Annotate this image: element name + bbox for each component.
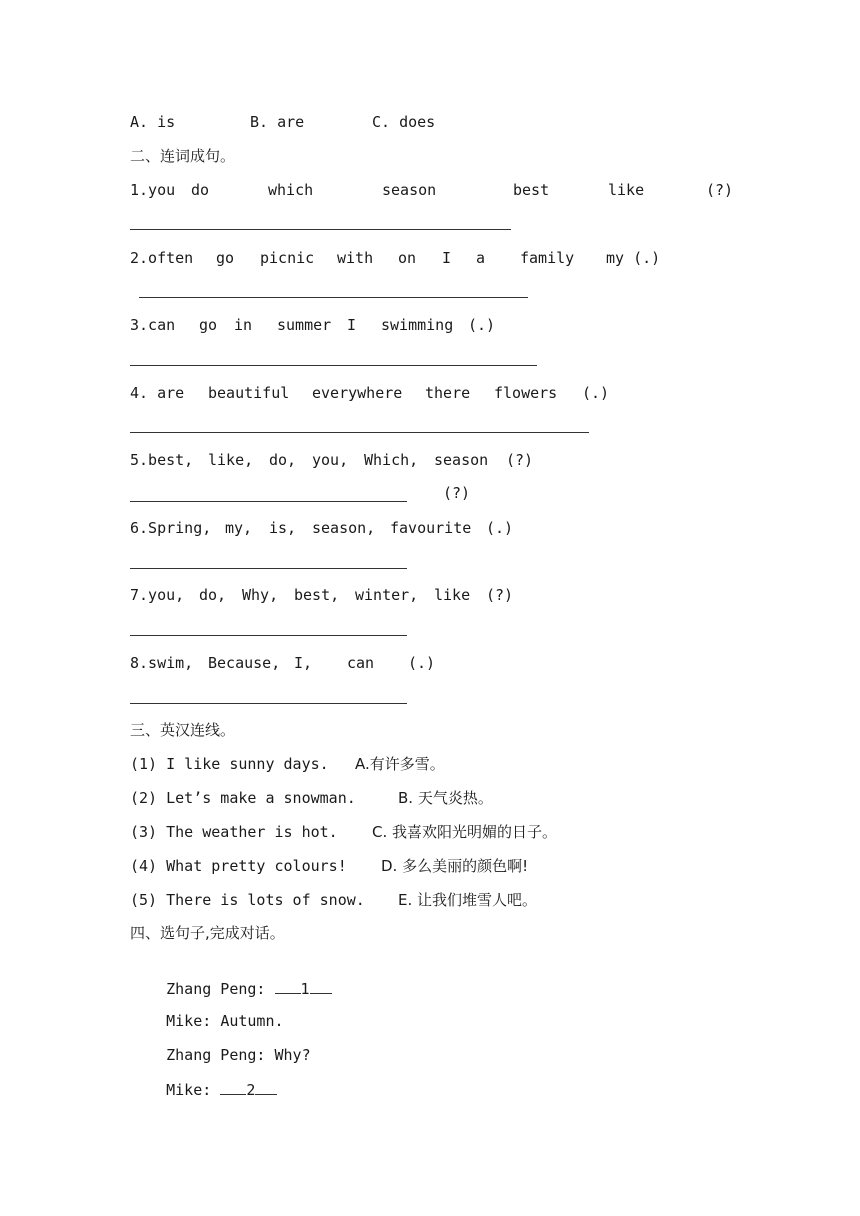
word: like, — [208, 451, 254, 469]
word: like — [608, 181, 645, 199]
word: like — [434, 586, 471, 604]
match-english: (4) What pretty colours! — [130, 857, 347, 875]
match-english: (3) The weather is hot. — [130, 823, 338, 841]
word: best, — [294, 586, 340, 604]
word: winter, — [355, 586, 419, 604]
dialogue-line — [130, 1059, 277, 1120]
word: you, — [312, 451, 349, 469]
blank-underline[interactable] — [310, 978, 332, 994]
word: 6.Spring, — [130, 519, 212, 537]
word: season — [434, 451, 489, 469]
word: (?) — [486, 586, 514, 604]
answer-line-2[interactable] — [139, 297, 528, 298]
word: (.) — [408, 654, 436, 672]
section2-heading: 二、连词成句。 — [130, 147, 236, 165]
blank-underline[interactable] — [220, 1079, 246, 1095]
speaker: Mike: — [166, 1012, 221, 1030]
question-5-end-mark: (?) — [443, 484, 471, 502]
match-chinese: C. 我喜欢阳光明媚的日子。 — [372, 823, 558, 841]
word: my, — [225, 519, 253, 537]
word: best — [513, 181, 550, 199]
match-chinese: E. 让我们堆雪人吧。 — [398, 891, 538, 909]
match-chinese: B. 天气炎热。 — [398, 789, 493, 807]
word: do, — [199, 586, 227, 604]
dialogue-text: Why? — [274, 1046, 311, 1064]
word: I — [347, 316, 357, 334]
word: summer — [277, 316, 332, 334]
answer-line-7[interactable] — [130, 635, 407, 636]
answer-line-1[interactable] — [130, 229, 511, 230]
section3-heading: 三、英汉连线。 — [130, 721, 236, 739]
blank-number: 1 — [300, 980, 310, 998]
word: I, — [294, 654, 313, 672]
word: favourite — [390, 519, 472, 537]
match-english: (2) Let’s make a snowman. — [130, 789, 356, 807]
answer-line-3[interactable] — [130, 365, 537, 366]
word: which — [268, 181, 314, 199]
word: do — [191, 181, 210, 199]
word: (.) — [582, 384, 610, 402]
blank-number: 2 — [246, 1081, 256, 1099]
word: (.) — [486, 519, 514, 537]
match-english: (1) I like sunny days. — [130, 755, 329, 773]
answer-line-4[interactable] — [130, 432, 589, 433]
word: swimming — [381, 316, 454, 334]
word: flowers — [494, 384, 558, 402]
word: 4. are — [130, 384, 185, 402]
word: season — [382, 181, 437, 199]
word: (.) — [468, 316, 496, 334]
word: season, — [312, 519, 376, 537]
word: family — [520, 249, 575, 267]
word: 3.can — [130, 316, 176, 334]
word: 8.swim, — [130, 654, 194, 672]
dialogue-text: Autumn. — [220, 1012, 284, 1030]
word: I — [442, 249, 452, 267]
word: Which, — [364, 451, 419, 469]
answer-line-8[interactable] — [130, 703, 407, 704]
word: a — [476, 249, 486, 267]
word: Why, — [242, 586, 279, 604]
word: everywhere — [312, 384, 403, 402]
word: can — [347, 654, 375, 672]
word: do, — [269, 451, 297, 469]
speaker: Mike: — [166, 1081, 221, 1099]
word: (?) — [706, 181, 734, 199]
option-a: A. is — [130, 113, 176, 131]
word: with — [337, 249, 374, 267]
match-chinese: A.有许多雪。 — [355, 755, 445, 773]
word: beautiful — [208, 384, 290, 402]
section4-heading: 四、选句子,完成对话。 — [130, 924, 285, 942]
word: 7.you, — [130, 586, 185, 604]
option-c: C. does — [372, 113, 436, 131]
option-b: B. are — [250, 113, 305, 131]
word: Because, — [208, 654, 281, 672]
word: 5.best, — [130, 451, 194, 469]
blank-underline[interactable] — [255, 1079, 277, 1095]
word: go — [199, 316, 218, 334]
word: is, — [269, 519, 297, 537]
match-chinese: D. 多么美丽的颜色啊! — [381, 857, 529, 875]
match-english: (5) There is lots of snow. — [130, 891, 365, 909]
word: my (.) — [606, 249, 661, 267]
word: 1.you — [130, 181, 176, 199]
word: 2.often — [130, 249, 194, 267]
word: in — [234, 316, 253, 334]
word: (?) — [506, 451, 534, 469]
speaker: Zhang Peng: — [166, 1046, 275, 1064]
answer-line-5[interactable] — [130, 501, 407, 502]
speaker: Zhang Peng: — [166, 980, 275, 998]
word: go — [216, 249, 235, 267]
word: picnic — [260, 249, 315, 267]
answer-line-6[interactable] — [130, 568, 407, 569]
word: there — [425, 384, 471, 402]
word: on — [398, 249, 417, 267]
